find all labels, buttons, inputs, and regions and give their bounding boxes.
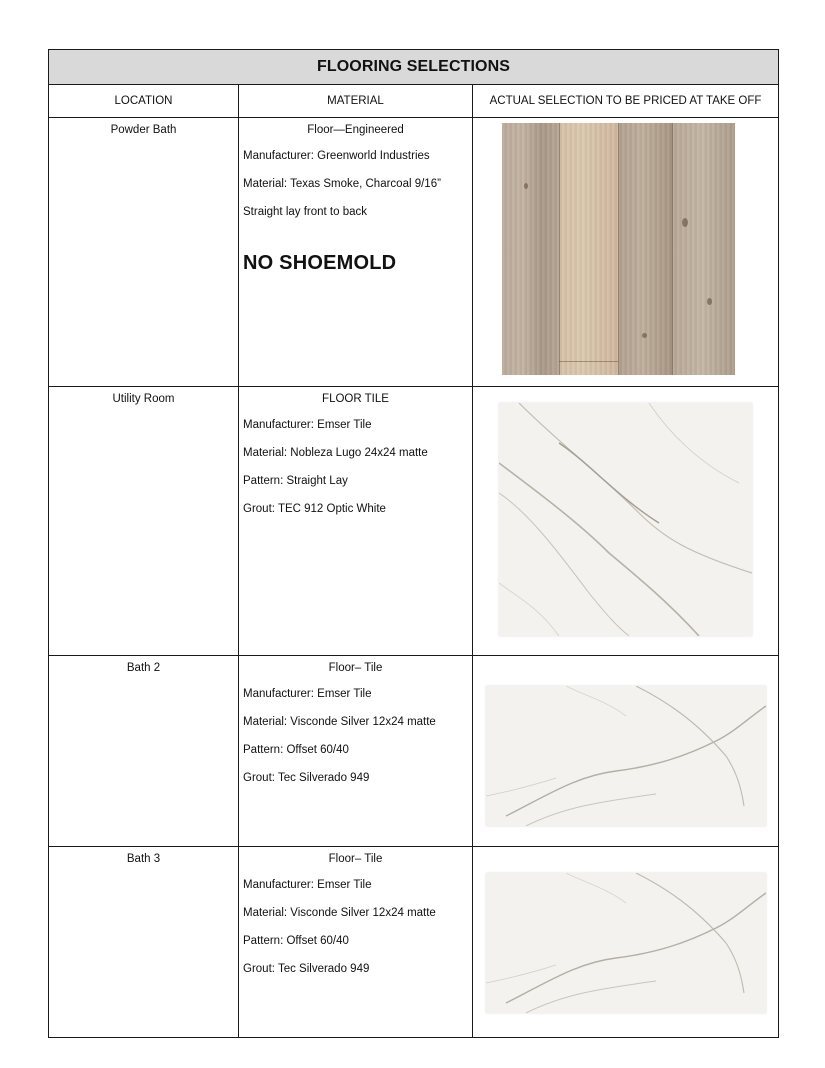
- selection-cell: [473, 387, 779, 656]
- marble-tile-sample-image: [486, 686, 766, 826]
- no-shoemold-note: NO SHOEMOLD: [243, 252, 397, 274]
- marble-tile-sample-image: [499, 403, 752, 636]
- table-title: FLOORING SELECTIONS: [49, 50, 779, 85]
- material-cell: [239, 118, 473, 387]
- material-line: Material: Nobleza Lugo 24x24 matte: [243, 447, 428, 459]
- material-line: Grout: Tec Silverado 949: [243, 772, 370, 784]
- material-line: Pattern: Offset 60/40: [243, 935, 349, 947]
- flooring-sheet: [48, 49, 777, 1014]
- marble-tile-sample-image: [486, 873, 766, 1013]
- column-header-material: MATERIAL: [239, 85, 473, 118]
- material-line: Manufacturer: Greenworld Industries: [243, 150, 430, 162]
- material-cell: [239, 847, 473, 1038]
- column-header-location: LOCATION: [49, 85, 239, 118]
- material-line: Material: Visconde Silver 12x24 matte: [243, 907, 436, 919]
- location-cell: Powder Bath: [49, 118, 239, 387]
- material-line: Grout: Tec Silverado 949: [243, 963, 370, 975]
- material-line: Manufacturer: Emser Tile: [243, 419, 372, 431]
- material-line: Straight lay front to back: [243, 206, 368, 218]
- material-line: Pattern: Offset 60/40: [243, 744, 349, 756]
- column-header-selection: ACTUAL SELECTION TO BE PRICED AT TAKE OFF: [473, 85, 779, 118]
- selection-cell: [473, 847, 779, 1038]
- material-title: FLOOR TILE: [322, 393, 389, 405]
- material-line: Manufacturer: Emser Tile: [243, 879, 372, 891]
- material-line: Material: Visconde Silver 12x24 matte: [243, 716, 436, 728]
- location-cell: Utility Room: [49, 387, 239, 656]
- flooring-selections-table: [48, 49, 779, 1038]
- material-line: Pattern: Straight Lay: [243, 475, 348, 487]
- material-cell: [239, 656, 473, 847]
- material-title: Floor– Tile: [328, 853, 383, 865]
- material-line: Material: Texas Smoke, Charcoal 9/16”: [243, 178, 441, 190]
- material-cell: [239, 387, 473, 656]
- location-cell: Bath 2: [49, 656, 239, 847]
- material-title: Floor– Tile: [328, 662, 383, 674]
- table-row: [49, 387, 779, 656]
- table-row: [49, 118, 779, 387]
- material-line: Grout: TEC 912 Optic White: [243, 503, 386, 515]
- table-row: [49, 656, 779, 847]
- selection-cell: [473, 118, 779, 387]
- location-cell: Bath 3: [49, 847, 239, 1038]
- material-line: Manufacturer: Emser Tile: [243, 688, 372, 700]
- material-title: Floor—Engineered: [307, 124, 404, 136]
- table-row: [49, 847, 779, 1038]
- wood-plank-sample-image: [502, 123, 735, 375]
- selection-cell: [473, 656, 779, 847]
